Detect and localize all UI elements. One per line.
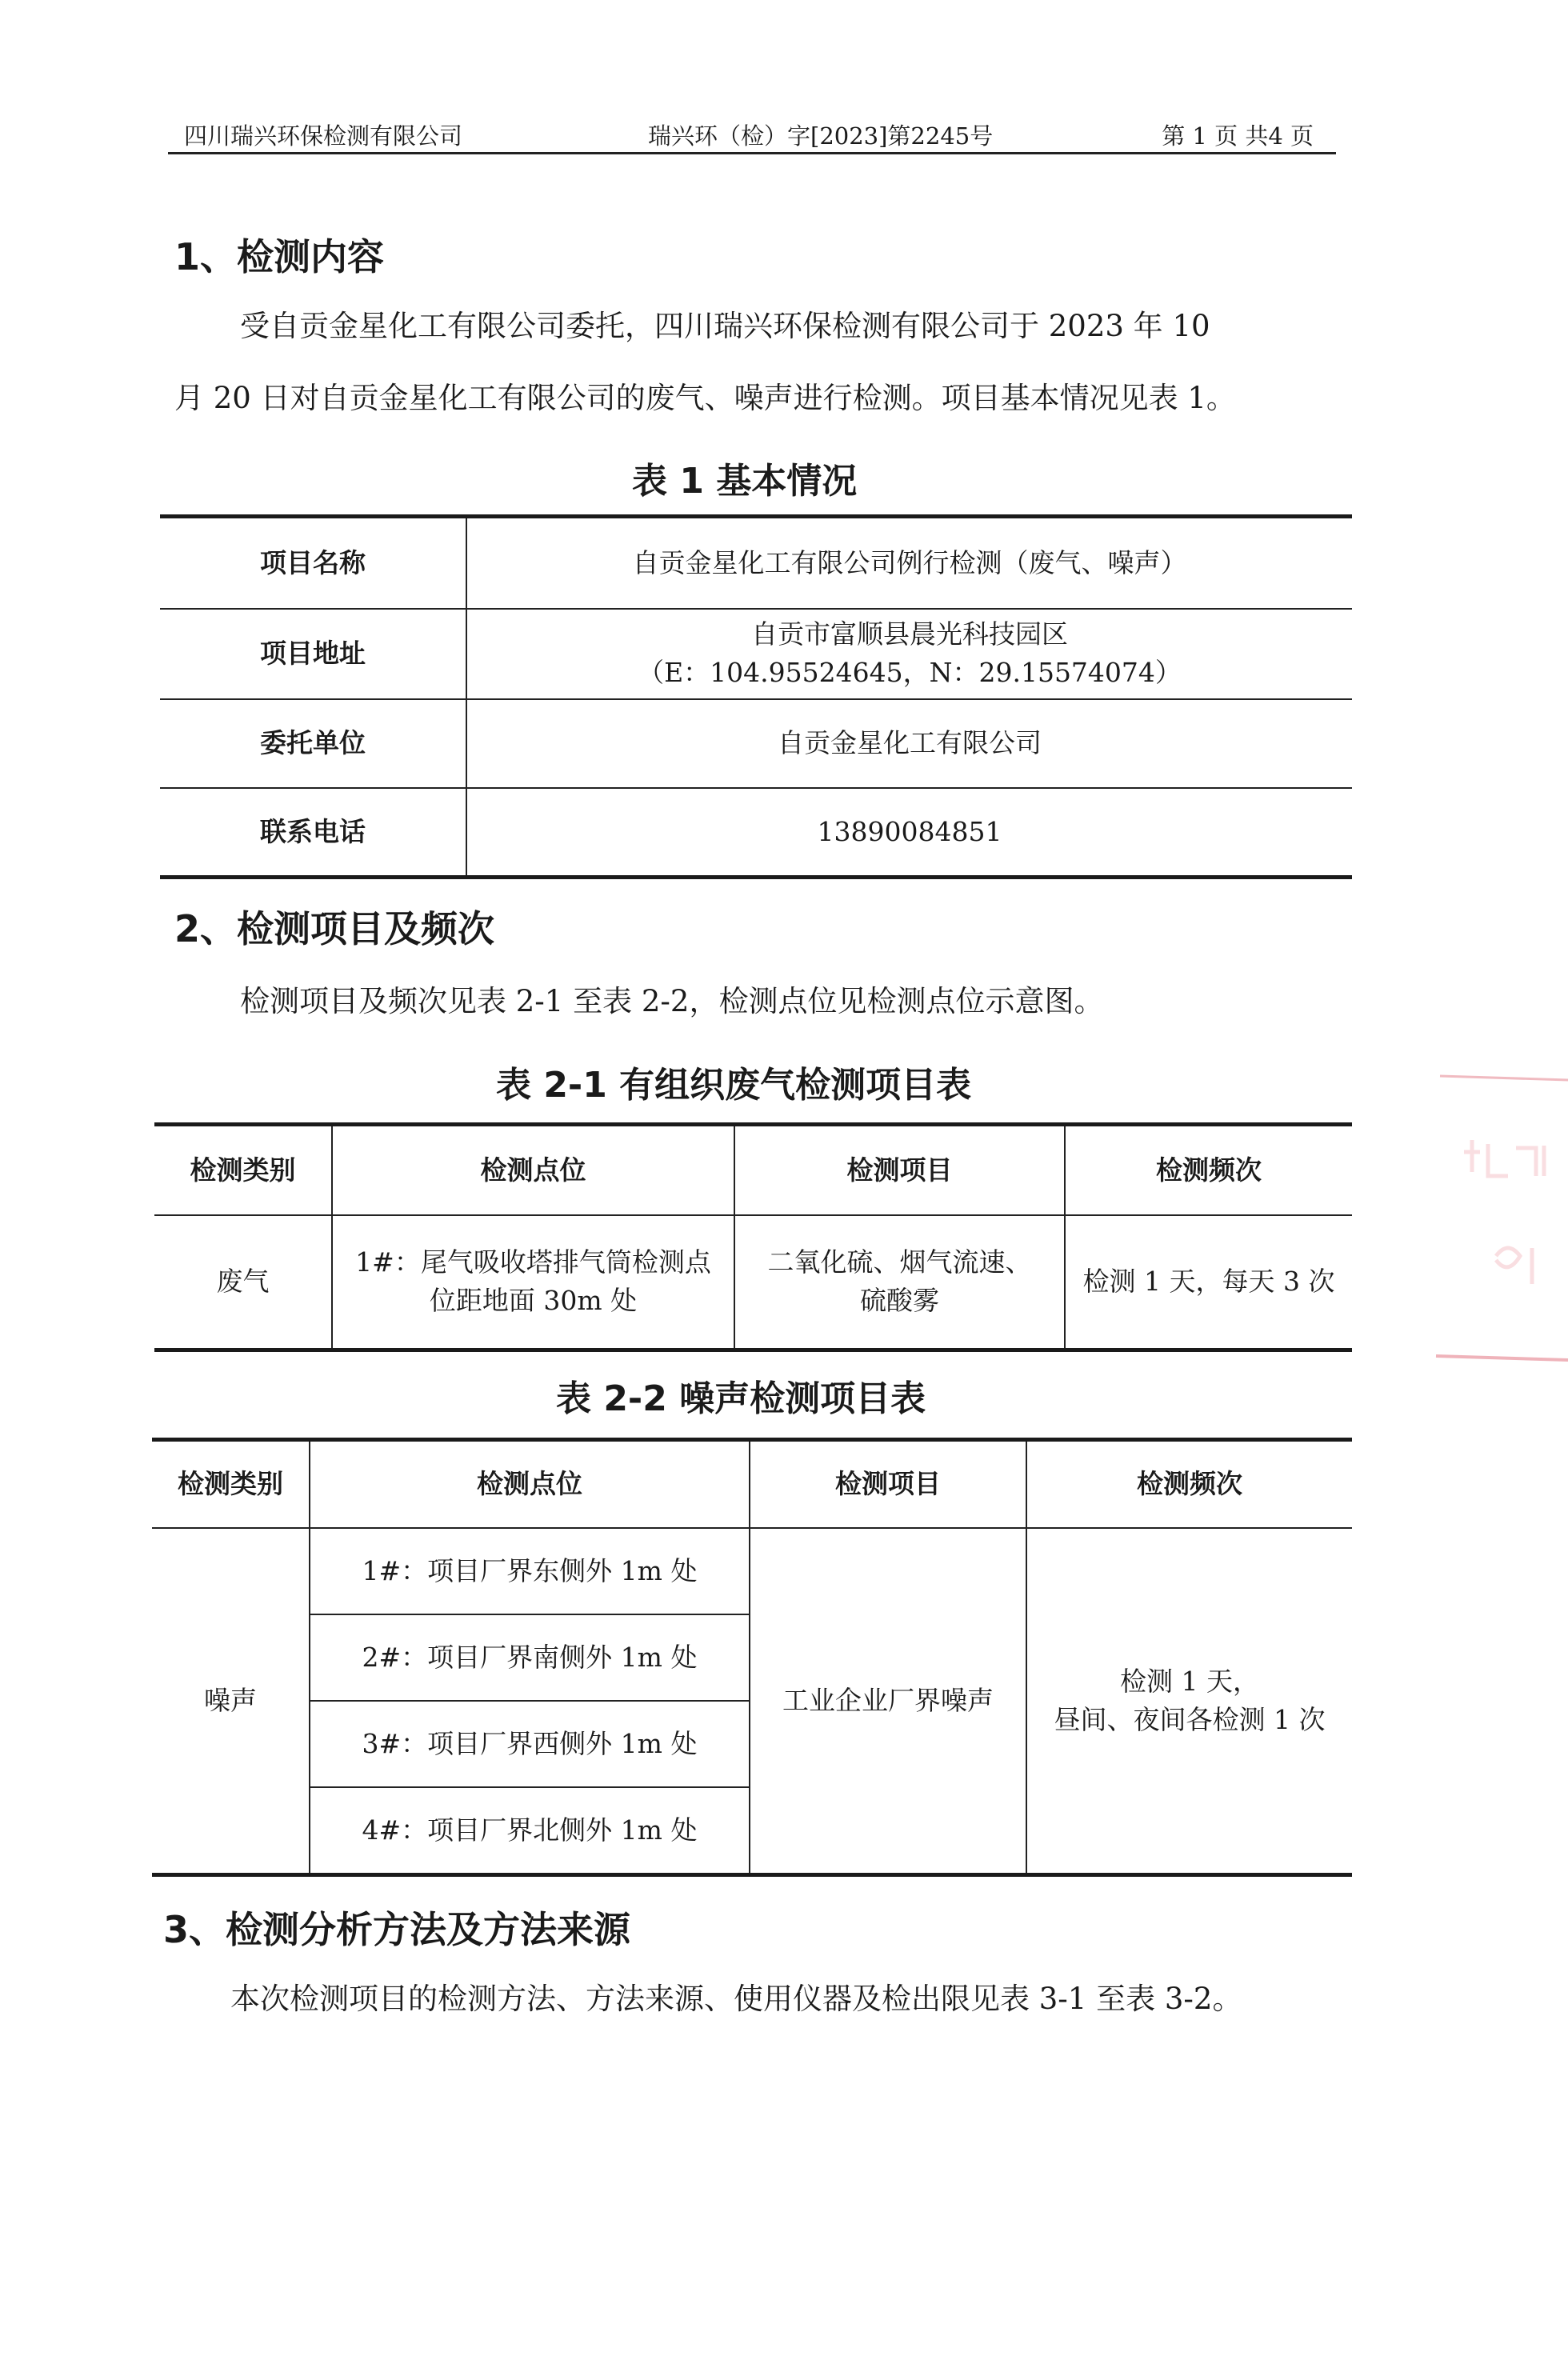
column-header: 检测项目 xyxy=(734,1125,1065,1215)
table-1-value-line: 自贡金星化工有限公司 xyxy=(778,727,1042,758)
column-header: 检测项目 xyxy=(750,1440,1026,1528)
point-cell: 1#：项目厂界东侧外 1m 处 xyxy=(310,1528,750,1614)
table-header-row xyxy=(154,1125,1352,1215)
table-1-basic-info xyxy=(160,514,1352,879)
point-line: 位距地面 30m 处 xyxy=(429,1285,638,1317)
table-1-value xyxy=(466,609,1352,699)
section-1-paragraph-line-2: 月 20 日对自贡金星化工有限公司的废气、噪声进行检测。项目基本情况见表 1。 xyxy=(174,381,1236,415)
item-cell xyxy=(734,1215,1065,1350)
section-3-paragraph: 本次检测项目的检测方法、方法来源、使用仪器及检出限见表 3-1 至表 3-2。 xyxy=(230,1982,1242,2016)
header-document-number: 瑞兴环（检）字[2023]第2245号 xyxy=(648,122,994,150)
header-company: 四川瑞兴环保检测有限公司 xyxy=(184,122,463,150)
table-1-value-line: 自贡金星化工有限公司例行检测（废气、噪声） xyxy=(632,546,1187,578)
column-header: 检测类别 xyxy=(154,1125,332,1215)
frequency-cell xyxy=(1026,1528,1352,1875)
table-row xyxy=(160,609,1352,699)
category-cell: 废气 xyxy=(154,1215,332,1350)
column-header: 检测频次 xyxy=(1065,1125,1352,1215)
column-header: 检测类别 xyxy=(152,1440,310,1528)
point-cell xyxy=(332,1215,734,1350)
table-1-value xyxy=(466,517,1352,609)
table-row xyxy=(160,699,1352,788)
column-header: 检测点位 xyxy=(332,1125,734,1215)
table-1-title: 表 1 基本情况 xyxy=(632,461,858,502)
category-cell: 噪声 xyxy=(152,1528,310,1875)
table-row xyxy=(152,1528,1352,1614)
table-1-value xyxy=(466,699,1352,788)
item-line: 硫酸雾 xyxy=(860,1285,939,1317)
column-header: 检测点位 xyxy=(310,1440,750,1528)
frequency-cell: 检测 1 天，每天 3 次 xyxy=(1065,1215,1352,1350)
column-header: 检测频次 xyxy=(1026,1440,1352,1528)
point-line: 1#：尾气吸收塔排气筒检测点 xyxy=(355,1246,711,1278)
section-2-paragraph: 检测项目及频次见表 2-1 至表 2-2，检测点位见检测点位示意图。 xyxy=(240,984,1104,1018)
table-1-value-line: （E：104.95524645，N：29.15574074） xyxy=(638,657,1182,688)
table-header-row xyxy=(152,1440,1352,1528)
page-header xyxy=(168,112,1336,154)
table-1-label: 项目名称 xyxy=(160,517,466,609)
point-cell: 3#：项目厂界西侧外 1m 处 xyxy=(310,1701,750,1787)
header-page-number: 第 1 页 共4 页 xyxy=(1162,122,1314,150)
section-2-title: 2、检测项目及频次 xyxy=(174,907,495,950)
table-1-value-line: 自贡市富顺县晨光科技园区 xyxy=(751,618,1068,650)
table-1-label: 联系电话 xyxy=(160,788,466,878)
table-row xyxy=(154,1215,1352,1350)
section-3-title: 3、检测分析方法及方法来源 xyxy=(163,1908,631,1951)
table-1-label: 委托单位 xyxy=(160,699,466,788)
table-row xyxy=(160,517,1352,609)
section-1-title: 1、检测内容 xyxy=(174,235,385,278)
table-2-2-title: 表 2-2 噪声检测项目表 xyxy=(556,1378,926,1419)
table-2-2-noise xyxy=(152,1438,1352,1877)
item-cell: 工业企业厂界噪声 xyxy=(750,1528,1026,1875)
table-2-1-exhaust-gas xyxy=(154,1122,1352,1352)
seal-stamp-fragment xyxy=(1432,1056,1568,1376)
table-1-label: 项目地址 xyxy=(160,609,466,699)
table-1-value-line: 13890084851 xyxy=(817,815,1002,847)
frequency-line: 昼间、夜间各检测 1 次 xyxy=(1054,1703,1326,1735)
frequency-line: 检测 1 天， xyxy=(1120,1665,1259,1697)
item-line: 二氧化硫、烟气流速、 xyxy=(767,1246,1032,1278)
table-2-1-title: 表 2-1 有组织废气检测项目表 xyxy=(496,1065,972,1106)
point-cell: 4#：项目厂界北侧外 1m 处 xyxy=(310,1787,750,1875)
section-1-paragraph-line-1: 受自贡金星化工有限公司委托，四川瑞兴环保检测有限公司于 2023 年 10 xyxy=(240,309,1210,343)
point-cell: 2#：项目厂界南侧外 1m 处 xyxy=(310,1614,750,1701)
table-row xyxy=(160,788,1352,878)
table-1-value xyxy=(466,788,1352,878)
